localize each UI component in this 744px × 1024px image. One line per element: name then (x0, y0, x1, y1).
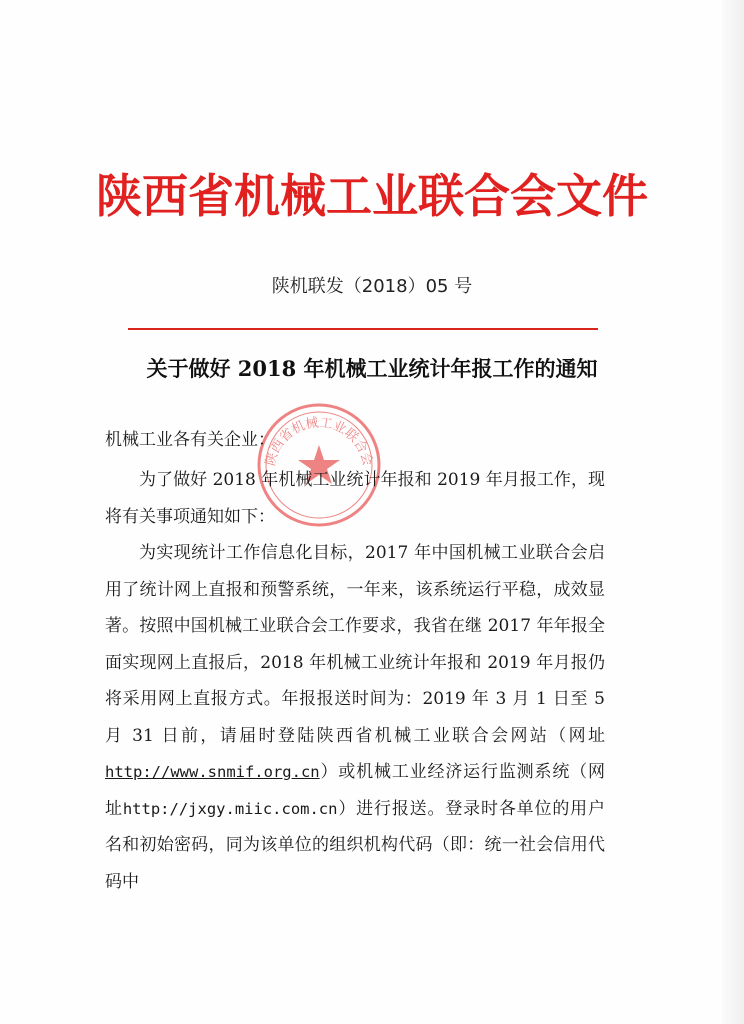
scan-edge-shadow (722, 0, 744, 1024)
paragraph-2 (105, 535, 605, 900)
svg-text:陕西省机械工业联合会: 陕西省机械工业联合会 (263, 415, 375, 468)
document-header-title: 陕西省机械工业联合会文件 (96, 169, 648, 223)
snmif-website-link[interactable]: http://www.snmif.org.cn (105, 763, 320, 781)
red-divider-line (128, 328, 598, 330)
paragraph-2-text-b: ）或机械工业经济运行监测系统（网址 (105, 762, 605, 819)
paragraph-2-text-a: 为实现统计工作信息化目标，2017 年中国机械工业联合会启用了统计网上直报和预警系统，一年来，该系统运行平稳，成效显著。按照中国机械工业联合会工作要求，我省在继 2017 年年报全面实现网上直报后，2018 年机械工业统计年报和 2019 年月报仍将采用网上直报方式。年报报送时间为：2019 年 3 月 1 日至 5 月 31 日前，请届时登陆陕西省机械工业联合会网站（网址 (105, 543, 605, 746)
notice-title: 关于做好 2018 年机械工业统计年报工作的通知 (146, 356, 598, 381)
document-number: 陕机联发（2018）05 号 (271, 276, 473, 297)
salutation: 机械工业各有关企业： (105, 430, 275, 450)
miic-website-url: http://jxgy.miic.com.cn (122, 799, 338, 818)
paragraph-1: 为了做好 2018 年机械工业统计年报和 2019 年月报工作，现将有关事项通知如下： (105, 470, 605, 527)
paragraph-2-text-c: ）进行报送。登录时各单位的用户名和初始密码，同为该单位的组织机构代码（即：统一社会信用代码中 (105, 798, 606, 892)
